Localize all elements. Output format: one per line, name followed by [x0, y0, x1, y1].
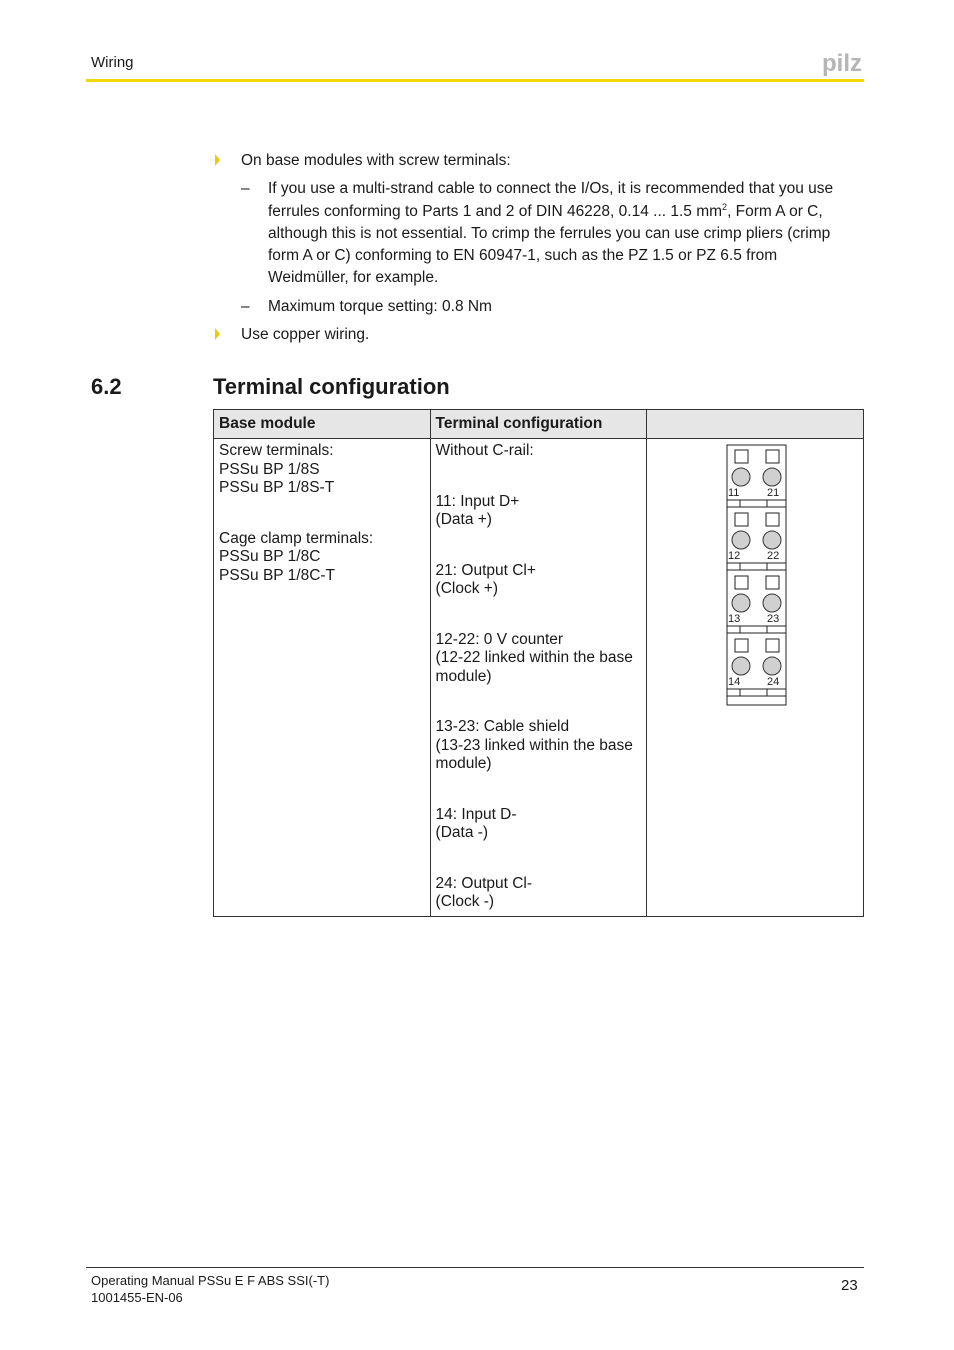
screw-heading: Screw terminals:: [219, 442, 334, 459]
config-entry-title: 14: Input D-: [435, 805, 517, 823]
terminal-label: 13: [728, 613, 741, 625]
instruction-text: Use copper wiring.: [241, 326, 370, 344]
module-item: PSSu BP 1/8S-T: [219, 479, 335, 496]
section-number: 6.2: [91, 374, 122, 399]
config-entry-title: 21: Output Cl+: [435, 561, 536, 579]
config-entry-title: 24: Output Cl-: [435, 874, 533, 892]
config-entry-detail: (12-22 linked within the base module): [435, 649, 633, 685]
config-entry-detail: (Data +): [435, 511, 492, 528]
torque-text: Maximum torque setting: 0.8 Nm: [268, 297, 492, 315]
dash-glyph: –: [241, 180, 250, 198]
config-entry-detail: (Clock -): [435, 893, 495, 910]
yellow-arrow-icon: [215, 328, 220, 340]
terminal-circle: [732, 531, 750, 549]
config-entry-detail: (13-23 linked within the base module): [435, 736, 633, 772]
terminal-square: [766, 639, 779, 652]
table-header-row: [214, 410, 864, 439]
module-item: PSSu BP 1/8S: [219, 460, 320, 478]
terminal-configuration-table: [213, 409, 864, 917]
instruction-bullet: [213, 324, 858, 346]
table-row: [214, 439, 864, 917]
terminal-circle: [763, 468, 781, 486]
header-terminal-configuration: Terminal configuration: [430, 410, 647, 439]
module-item: PSSu BP 1/8C: [219, 548, 321, 565]
module-item: PSSu BP 1/8C-T: [219, 566, 336, 584]
ferrule-text: If you use a multi-strand cable to connect the I/Os, it is recommended that you use ferrules conforming to Parts 1 and 2 of DIN 46228, 0.14 ... 1.5 $mm^2$, Form A or C, although this is not essential. To crimp the ferrules you can use crimp pliers (crimp form A or C) conforming to EN 60947-1, such as the PZ 1.5 or PZ 6.5 from Weidmüller, for example.: [268, 180, 834, 287]
terminal-label: 24: [767, 676, 780, 688]
header-diagram: [647, 410, 864, 439]
terminal-label: 23: [767, 613, 780, 625]
terminal-label: 14: [728, 676, 741, 688]
terminal-label: 21: [767, 487, 780, 499]
terminal-square: [735, 576, 748, 589]
diagram-cell: [647, 439, 864, 917]
footer-rule: [86, 1267, 864, 1268]
terminal-square: [766, 450, 779, 463]
config-entry-title: 13-23: Cable shield: [435, 718, 570, 735]
terminal-label: 11: [728, 487, 740, 499]
instruction-dash-item: [213, 178, 858, 289]
terminal-label: 12: [728, 550, 741, 562]
section-title: Terminal configuration: [213, 374, 450, 399]
base-module-cell: [214, 439, 431, 917]
instruction-dash-item: [213, 296, 858, 318]
footer-manual-title: Operating Manual PSSu E F ABS SSI(-T): [91, 1273, 330, 1288]
header-rule: [86, 79, 864, 82]
terminal-circle: [732, 657, 750, 675]
config-entry-detail: (Clock +): [435, 580, 498, 597]
footer-doc-number: 1001455-EN-06: [91, 1290, 183, 1305]
terminal-circle: [732, 468, 750, 486]
terminal-square: [735, 450, 748, 463]
terminal-circle: [763, 657, 781, 675]
without-c-rail: Without C-rail:: [435, 442, 534, 459]
config-entry-detail: (Data -): [435, 824, 489, 841]
terminal-square: [766, 513, 779, 526]
page-number: 23: [841, 1277, 858, 1294]
header-base-module: Base module: [214, 410, 431, 439]
intro-instructions: [213, 150, 858, 352]
config-entry-title: 11: Input D+: [435, 492, 520, 510]
pilz-logo: [822, 50, 864, 76]
dash-glyph: –: [241, 297, 250, 315]
terminal-label: 22: [767, 550, 780, 562]
config-entry-title: 12-22: 0 V counter: [435, 630, 564, 648]
instruction-bullet: [213, 150, 858, 172]
terminal-square: [735, 639, 748, 652]
header-section-label: Wiring: [91, 54, 134, 71]
terminal-config-cell: [430, 439, 647, 917]
yellow-arrow-icon: [215, 154, 220, 166]
terminal-circle: [763, 594, 781, 612]
cage-heading: Cage clamp terminals:: [219, 529, 374, 547]
terminal-circle: [732, 594, 750, 612]
terminal-block-diagram: [726, 444, 788, 706]
instruction-text: On base modules with screw terminals:: [241, 152, 511, 169]
terminal-square: [766, 576, 779, 589]
terminal-square: [735, 513, 748, 526]
pilz-logo-text: pilz: [822, 50, 862, 76]
terminal-circle: [763, 531, 781, 549]
